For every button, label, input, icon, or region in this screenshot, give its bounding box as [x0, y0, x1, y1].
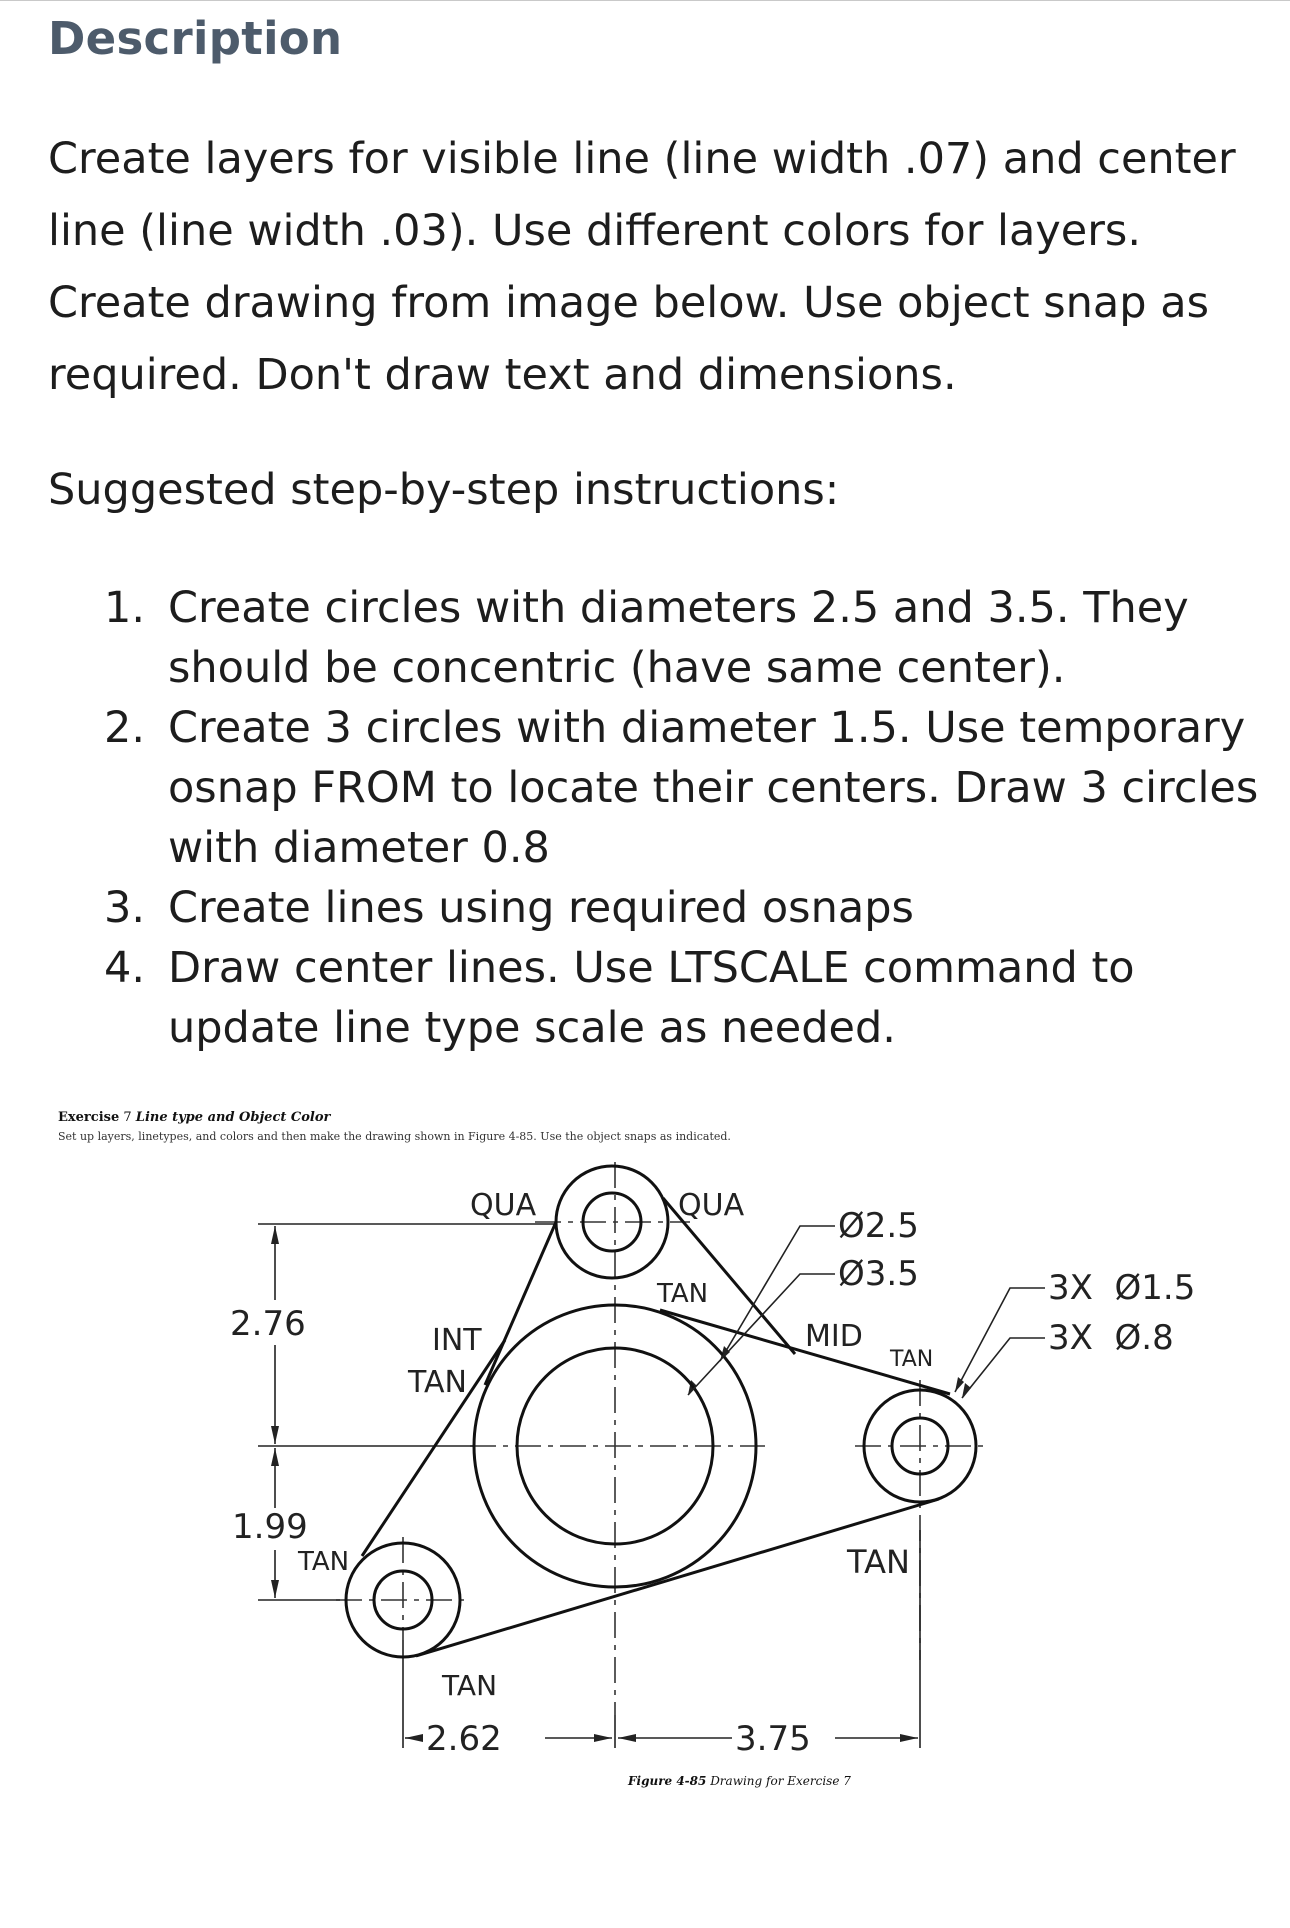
snap-label-qua-left: QUA	[470, 1188, 537, 1223]
figure-caption-label: Figure 4-85	[628, 1774, 707, 1788]
dimension-vert-lower: 1.99	[232, 1507, 308, 1547]
instructions-heading: Suggested step-by-step instructions:	[48, 465, 840, 515]
step-number: 1.	[104, 583, 146, 633]
dimension-horiz-left: 2.62	[426, 1719, 502, 1759]
leader-small-outer	[955, 1288, 1045, 1392]
step-number: 2.	[104, 703, 146, 753]
leader-small-inner	[962, 1338, 1045, 1398]
snap-label-mid: MID	[805, 1319, 863, 1354]
snap-label-tan-bottom-right: TAN	[847, 1543, 910, 1581]
snap-label-qua-right: QUA	[678, 1188, 745, 1223]
figure-caption	[628, 1774, 851, 1788]
dimension-small-outer: 3X Ø1.5	[1048, 1268, 1196, 1308]
snap-label-tan-bottom: TAN	[442, 1669, 498, 1702]
dimension-small-inner: 3X Ø.8	[1048, 1318, 1174, 1358]
exercise-label: Exercise	[58, 1110, 120, 1125]
exercise-subtitle: Set up layers, linetypes, and colors and then make the drawing shown in Figure 4-85. Use the object snaps as indicated.	[58, 1130, 731, 1143]
line-top-left	[485, 1222, 556, 1385]
description-line: Create layers for visible line (line width .07) and center	[48, 134, 1236, 184]
arrowhead	[271, 1226, 279, 1244]
description-line: line (line width .03). Use different colors for layers.	[48, 206, 1141, 256]
description-line: required. Don't draw text and dimensions.	[48, 350, 957, 400]
snap-label-tan-left: TAN	[298, 1547, 350, 1577]
arrowhead	[405, 1734, 423, 1742]
snap-label-tan-top: TAN	[657, 1279, 709, 1309]
arrowhead	[594, 1734, 612, 1742]
step-text: osnap FROM to locate their centers. Draw 3 circles	[168, 763, 1259, 813]
exercise-title: Line type and Object Color	[135, 1110, 331, 1125]
step-text: Create lines using required osnaps	[168, 883, 914, 933]
snap-label-tan-int: TAN	[408, 1365, 467, 1400]
arrowhead	[618, 1734, 636, 1742]
step-text: Draw center lines. Use LTSCALE command to	[168, 943, 1135, 993]
step-text: should be concentric (have same center).	[168, 643, 1066, 693]
description-line: Create drawing from image below. Use object snap as	[48, 278, 1209, 328]
dimension-dia-large: Ø2.5	[838, 1206, 919, 1246]
dimension-vert-upper: 2.76	[230, 1304, 306, 1344]
arrowhead	[271, 1448, 279, 1466]
step-number: 4.	[104, 943, 146, 993]
description-heading: Description	[48, 12, 343, 65]
arrowhead	[271, 1426, 279, 1444]
arrowhead	[271, 1580, 279, 1598]
snap-label-tan-right-small: TAN	[890, 1347, 934, 1372]
arrowhead	[900, 1734, 918, 1742]
step-text: Create circles with diameters 2.5 and 3.5. They	[168, 583, 1189, 633]
figure-caption-text: Drawing for Exercise 7	[710, 1774, 851, 1788]
step-text: with diameter 0.8	[168, 823, 550, 873]
dimension-dia-outer: Ø3.5	[838, 1254, 919, 1294]
exercise-number: 7	[123, 1110, 132, 1125]
dimension-horiz-right: 3.75	[735, 1719, 811, 1759]
snap-label-int: INT	[432, 1323, 482, 1358]
step-number: 3.	[104, 883, 146, 933]
step-text: Create 3 circles with diameter 1.5. Use temporary	[168, 703, 1246, 753]
step-text: update line type scale as needed.	[168, 1003, 896, 1053]
